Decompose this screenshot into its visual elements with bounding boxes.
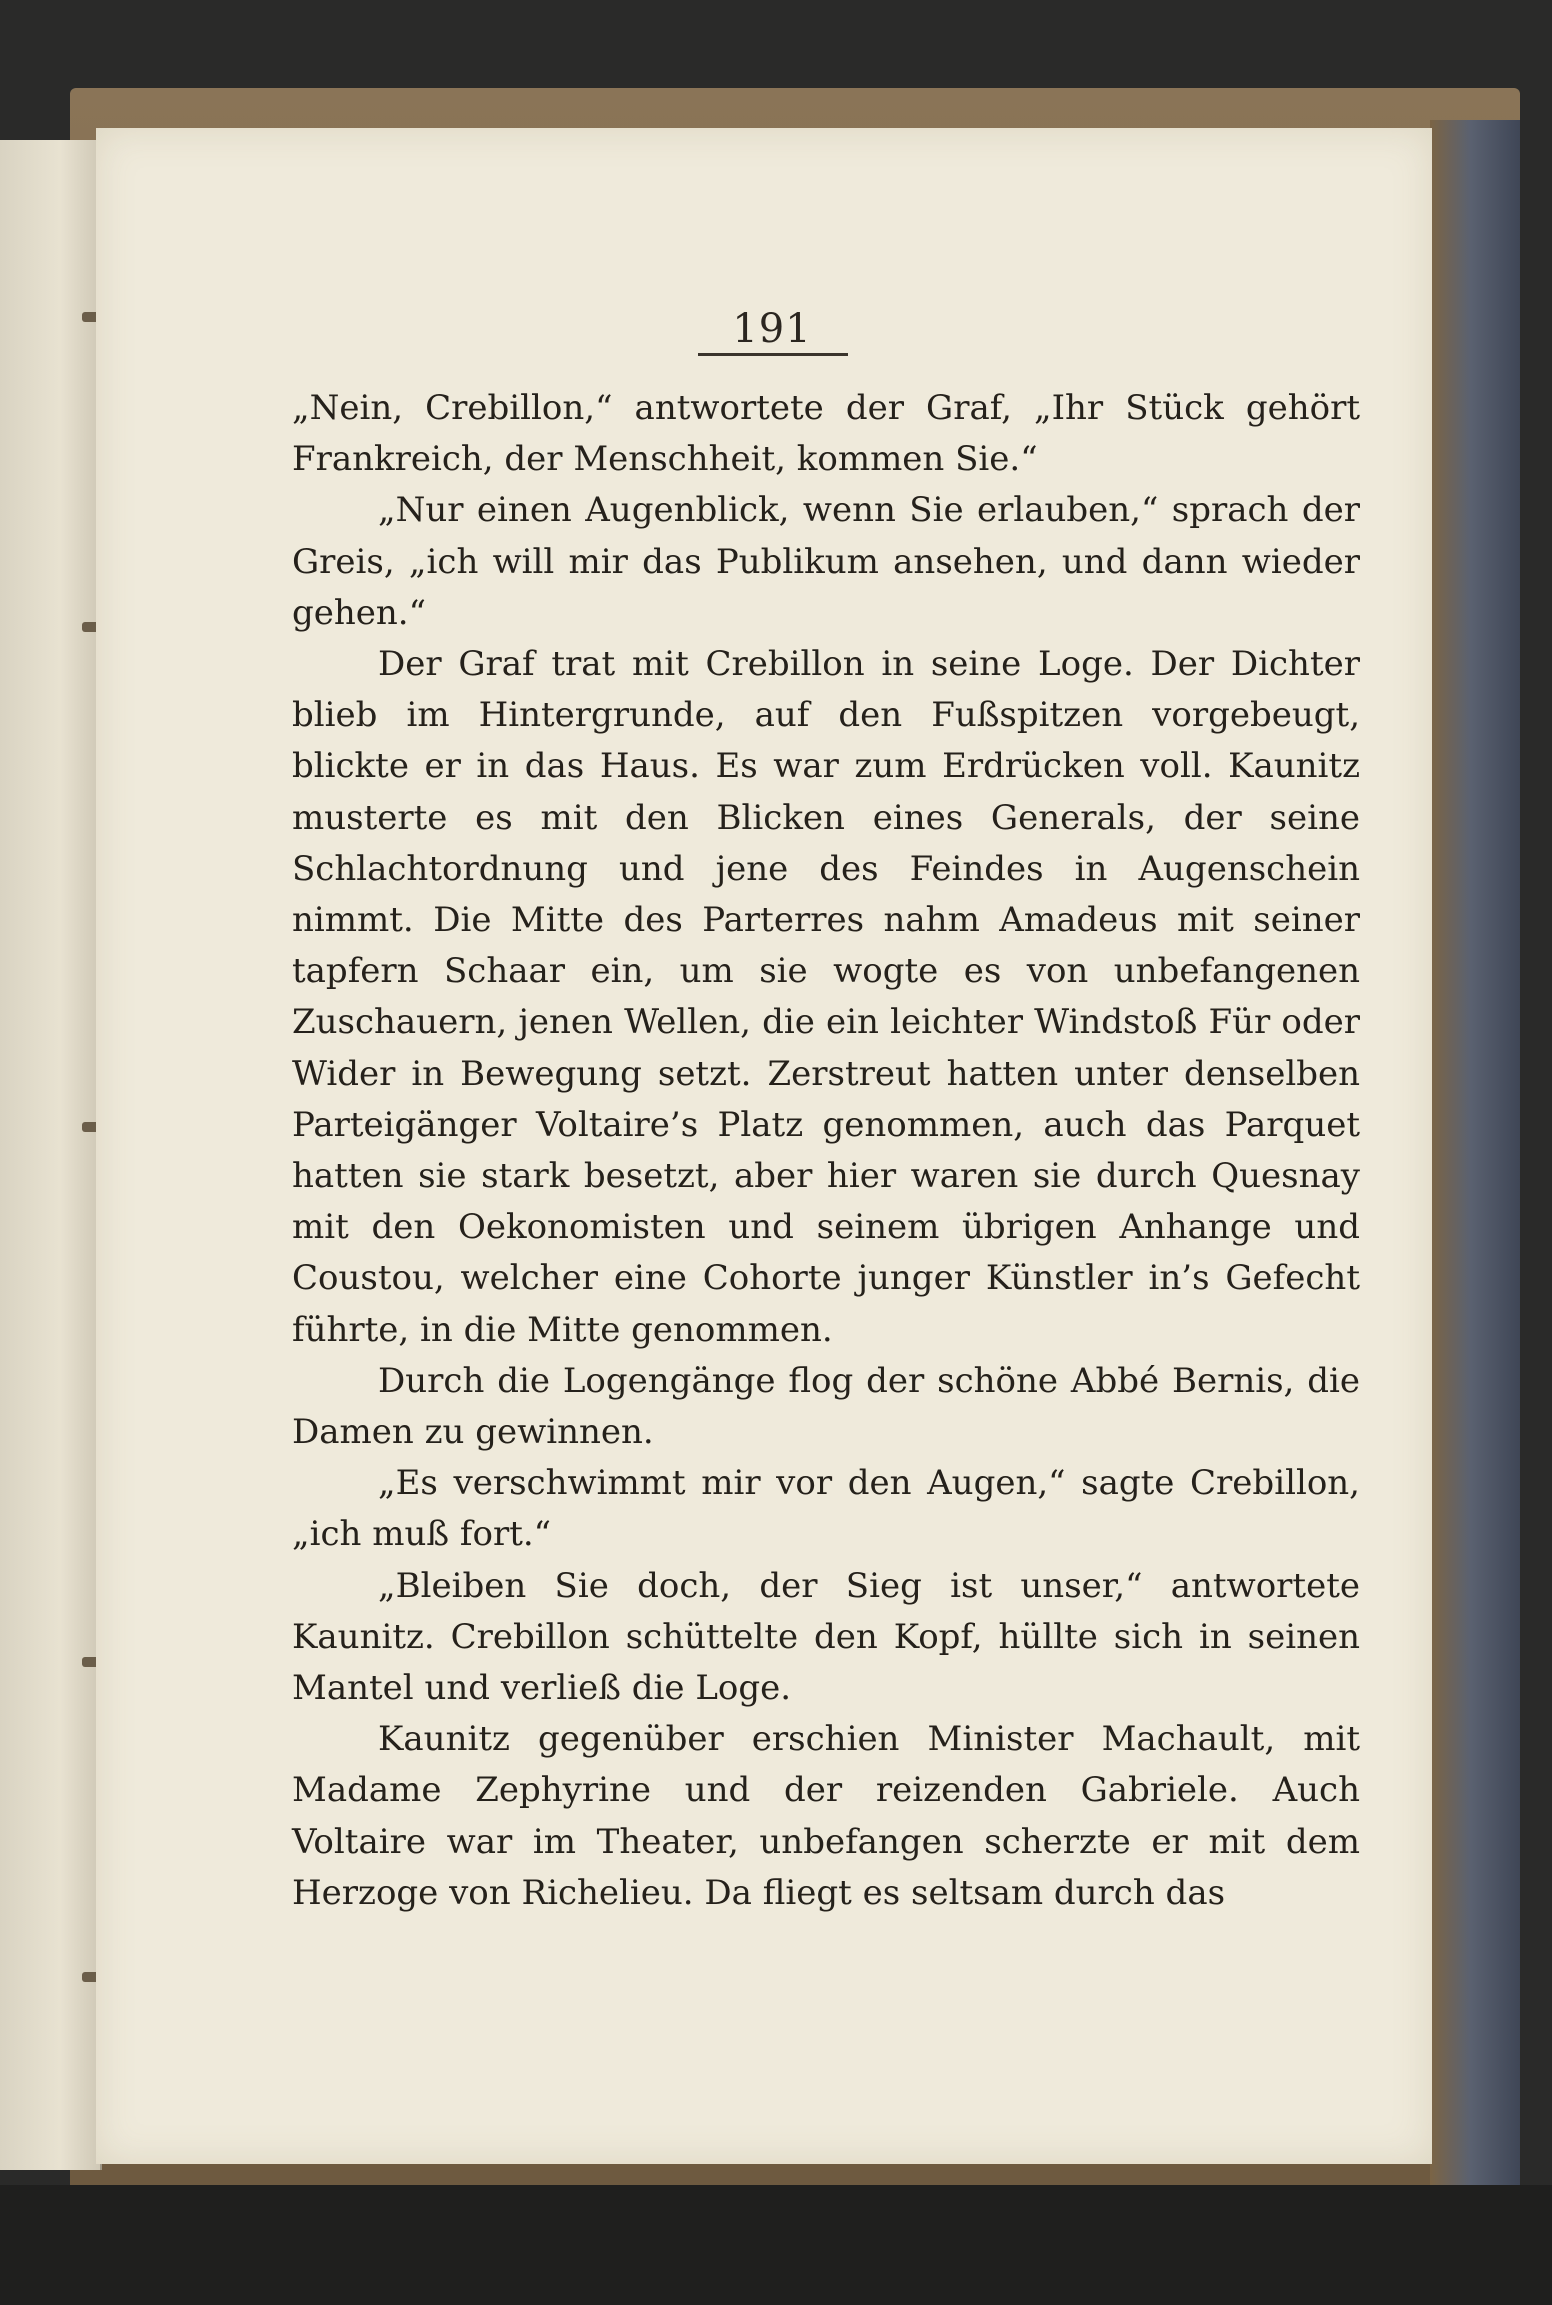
paragraph: Kaunitz gegenüber erschien Minister Machault, mit Madame Zephyrine und der reizenden Gabriele. Auch Voltaire war im Theater, unbefangen scherzte er mit dem Herzoge von Richelieu. Da fliegt es seltsam durch das [292, 1719, 1360, 1913]
paragraph: „Bleiben Sie doch, der Sieg ist unser,“ antwortete Kaunitz. Crebillon schüttelte den Kopf, hüllte sich in seinen Mantel und verließ die Loge. [292, 1565, 1360, 1709]
paragraph: Der Graf trat mit Crebillon in seine Loge. Der Dichter blieb im Hintergrunde, auf den Fußspitzen vorgebeugt, blickte er in das Haus. Es war zum Erdrücken voll. Kaunitz musterte es mit den Blicken eines Generals, der seine Schlachtordnung und jene des Feindes in Augenschein nimmt. Die Mitte des Parterres nahm Amadeus mit seiner tapfern Schaar ein, um sie wogte es von unbefangenen Zuschauern, jenen Wellen, die ein leichter Windstoß Für oder Wider in Bewegung setzt. Zerstreut hatten unter denselben Parteigänger Voltaire’s Platz genommen, auch das Parquet hatten sie stark besetzt, aber hier waren sie durch Quesnay mit den Oekonomisten und seinem übrigen Anhange und Coustou, welcher eine Cohorte junger Künstler in’s Gefecht führte, in die Mitte genommen. [292, 644, 1360, 1350]
page-number: 191 [732, 306, 812, 352]
previous-page-edge [0, 140, 102, 2170]
page-number-rule [698, 353, 848, 356]
book-page [96, 128, 1432, 2164]
paragraph: Durch die Logengänge flog der schöne Abbé Bernis, die Damen zu gewinnen. [292, 1360, 1360, 1453]
book-spine-edge [1430, 120, 1520, 2190]
body-text [292, 383, 1360, 1919]
paragraph: „Es verschwimmt mir vor den Augen,“ sagte Crebillon, „ich muß fort.“ [292, 1463, 1360, 1555]
scan-background [0, 2185, 1552, 2305]
paragraph: „Nein, Crebillon,“ antwortete der Graf, „Ihr Stück gehört Frankreich, der Menschheit, kommen Sie.“ [292, 388, 1360, 480]
paragraph: „Nur einen Augenblick, wenn Sie erlauben,“ sprach der Greis, „ich will mir das Publikum ansehen, und dann wieder gehen.“ [292, 490, 1360, 633]
